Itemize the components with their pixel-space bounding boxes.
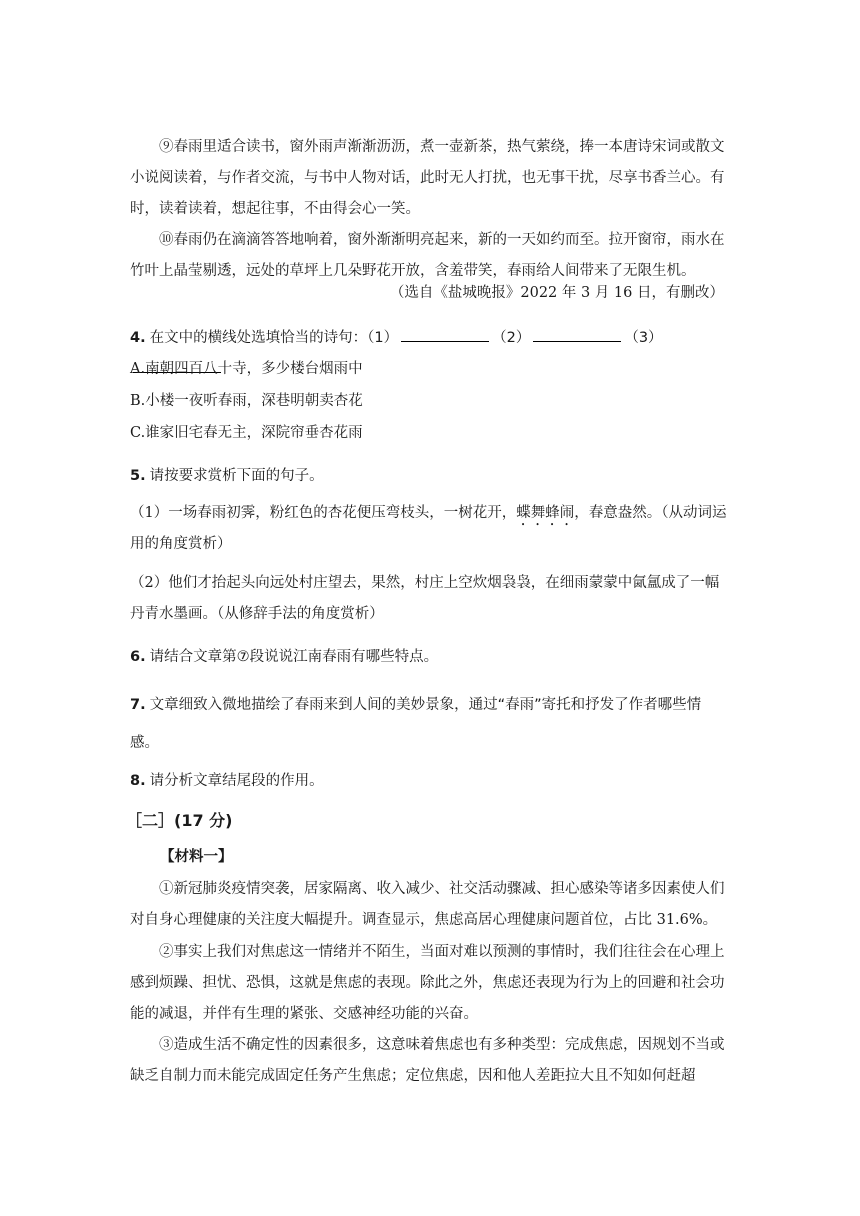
source-citation: （选自《盐城晚报》2022 年 3 月 16 日，有删改） bbox=[389, 285, 724, 301]
question-text: 请按要求赏析下面的句子。 bbox=[149, 468, 324, 484]
question-number: 8. bbox=[130, 773, 146, 789]
question-text: 请结合文章第⑦段说说江南春雨有哪些特点。 bbox=[149, 649, 439, 665]
section-heading: ［二］(17 分) bbox=[126, 811, 233, 830]
sentence-1-part-b: ，春意盎然。（从动词运用的角度赏析） bbox=[130, 505, 727, 552]
question-text: 文章细致入微地描绘了春雨来到人间的美妙景象，通过“春雨”寄托和抒发了作者哪些情感。 bbox=[130, 697, 702, 751]
material-paragraph-2: ②事实上我们对焦虑这一情绪并不陌生，当面对难以预测的事情时，我们往往会在心理上感到烦躁、担忧、恐惧，这就是焦虑的表现。除此之外，焦虑还表现为行为上的回避和社会功能的减退，并伴有生理的紧张、交感神经功能的兴奋。 bbox=[130, 944, 725, 1022]
material-paragraph-1: ①新冠肺炎疫情突袭，居家隔离、收入减少、社交活动骤减、担心感染等诸多因素使人们对自身心理健康的关注度大幅提升。调查显示，焦虑高居心理健康问题首位，占比 31.6%。 bbox=[130, 881, 725, 928]
paragraph-9: ⑨春雨里适合读书，窗外雨声渐渐沥沥，煮一壶新茶，热气萦绕，捧一本唐诗宋词或散文小说阅读着，与作者交流，与书中人物对话，此时无人打扰，也无事干扰，尽享书香兰心。有时，读着读着，想起往事，不由得会心一笑。 bbox=[130, 139, 725, 217]
question-5 bbox=[130, 461, 730, 492]
material-paragraph-3: ③造成生活不确定性的因素很多，这意味着焦虑也有多种类型：完成焦虑，因规划不当或缺乏自制力而未能完成固定任务产生焦虑；定位焦虑，因和他人差距拉大且不知如何赶超 bbox=[130, 1037, 725, 1084]
sentence-1-part-a: （1）一场春雨初霁，粉红色的杏花便压弯枝头，一树花开， bbox=[130, 505, 517, 521]
question-8 bbox=[130, 766, 730, 797]
answer-blank-1[interactable] bbox=[401, 327, 489, 342]
question-number: 6. bbox=[130, 649, 146, 665]
option-b: B.小楼一夜听春雨，深巷明朝卖杏花 bbox=[130, 393, 363, 409]
question-text: 在文中的横线处选填恰当的诗句： bbox=[149, 330, 368, 346]
question-number: 7. bbox=[130, 697, 146, 713]
blank-label-1: （1） bbox=[367, 330, 399, 346]
sentence-1 bbox=[130, 498, 730, 560]
material-label: 【材料一】 bbox=[160, 848, 233, 865]
paragraph-10: ⑩春雨仍在滴滴答答地响着，窗外渐渐明亮起来，新的一天如约而至。拉开窗帘，雨水在竹叶上晶莹剔透，远处的草坪上几朵野花开放，含羞带笑，春雨给人间带来了无限生机。 bbox=[130, 232, 725, 279]
blank-label-3: （3） bbox=[624, 330, 663, 346]
sentence-2: （2）他们才抬起头向远处村庄望去，果然，村庄上空炊烟袅袅，在细雨蒙蒙中氤氲成了一幅丹青水墨画。（从修辞手法的角度赏析） bbox=[130, 575, 720, 622]
answer-blank-2[interactable] bbox=[533, 327, 621, 342]
question-7 bbox=[130, 686, 730, 762]
question-number: 5. bbox=[130, 468, 146, 484]
blank-label-2: （2） bbox=[492, 330, 531, 346]
option-a: A.南朝四百八十寺，多少楼台烟雨中 bbox=[130, 361, 363, 377]
option-c: C.谁家旧宅春无主，深院帘垂杏花雨 bbox=[130, 425, 363, 441]
question-number: 4. bbox=[130, 330, 146, 346]
emphasized-words: 蝶舞蜂闹 bbox=[516, 505, 575, 521]
question-6 bbox=[130, 642, 730, 673]
question-text: 请分析文章结尾段的作用。 bbox=[149, 773, 324, 789]
